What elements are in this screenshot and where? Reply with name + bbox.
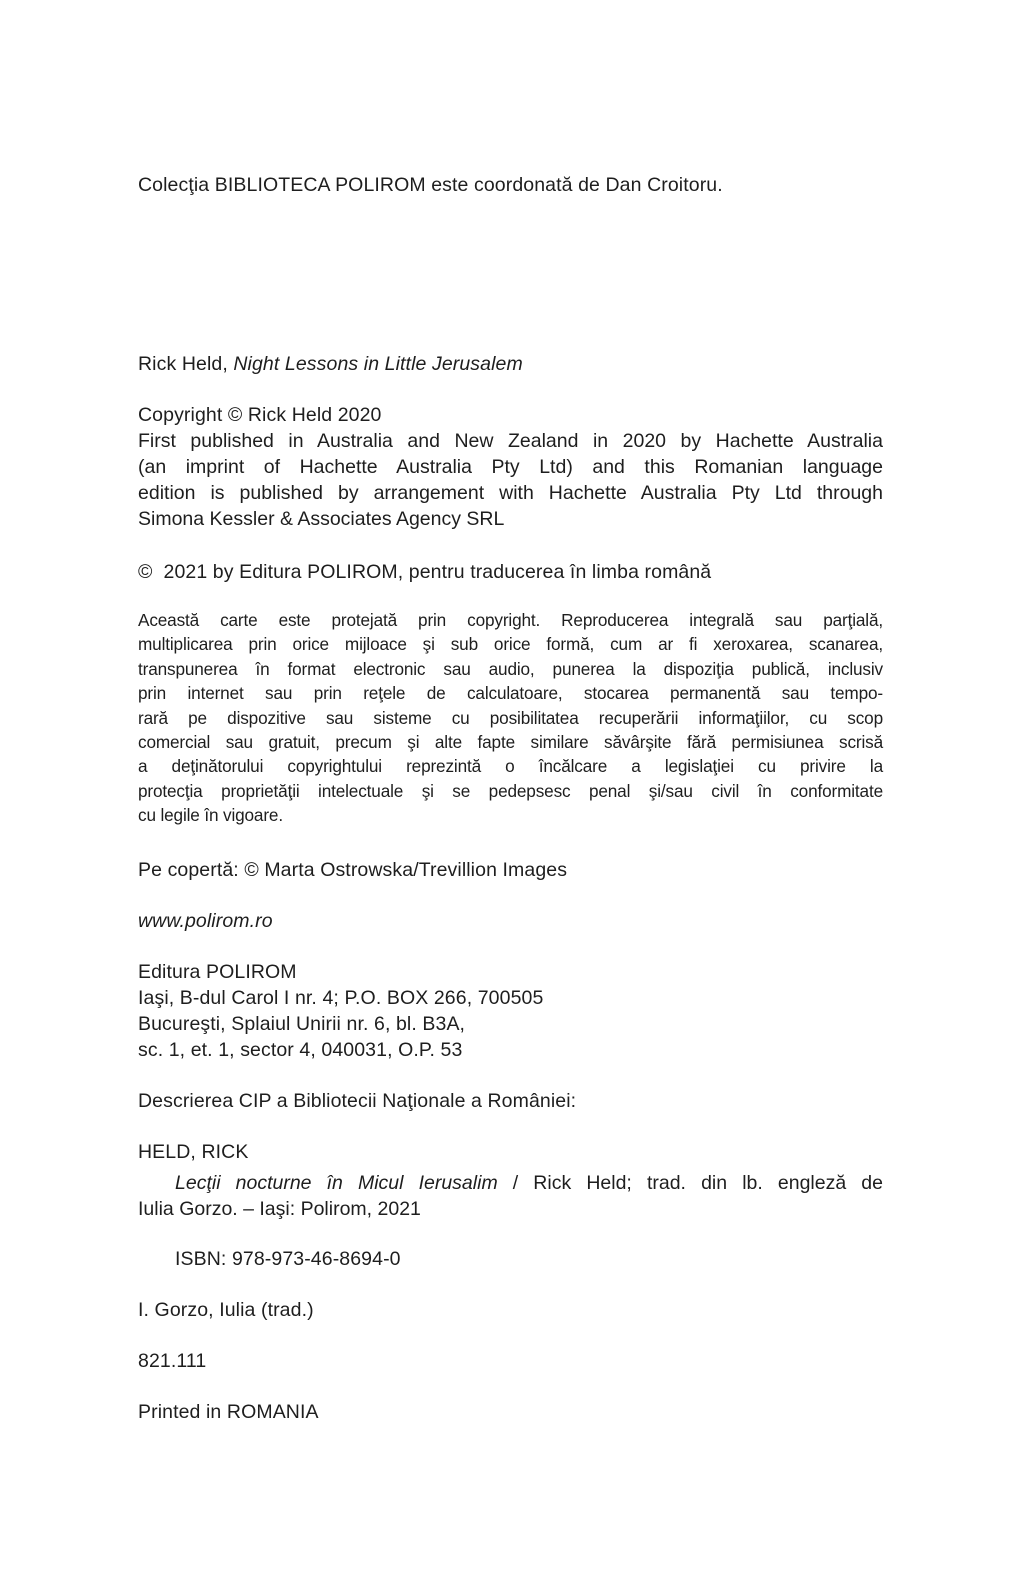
cip-author: HELD, RICK — [138, 1141, 249, 1163]
legal-notice-line: protecţia proprietăţii intelectuale şi se pedepsesc penal şi/sau civil în conformitate — [138, 780, 883, 801]
legal-notice-line: a deţinătorului copyrightului reprezintă o încălcare a legislaţiei cu privire la — [138, 756, 883, 777]
cip-title-rest: / Rick Held; trad. din lb. engleză de — [497, 1172, 883, 1194]
classification-code: 821.111 — [138, 1350, 207, 1372]
author-name: Rick Held, — [138, 353, 234, 375]
website-link[interactable] — [138, 908, 273, 934]
legal-notice-line: cu legile în vigoare. — [138, 805, 283, 826]
original-title-line — [138, 351, 523, 377]
legal-notice — [138, 608, 883, 828]
isbn: ISBN: 978-973-46-8694-0 — [175, 1248, 401, 1270]
cip-title-entry — [138, 1170, 883, 1222]
translation-copyright: © 2021 by Editura POLIROM, pentru traducerea în limba română — [138, 561, 712, 583]
cip-title-line — [138, 1170, 883, 1196]
copyright-line: Copyright © Rick Held 2020 — [138, 404, 382, 426]
printed-in: Printed in ROMANIA — [138, 1401, 319, 1423]
publication-history-line: First published in Australia and New Zealand in 2020 by Hachette Australia — [138, 430, 883, 452]
cip-title: Lecţii nocturne în Micul Ierusalim — [175, 1172, 498, 1194]
cip-title-line-2: Iulia Gorzo. – Iaşi: Polirom, 2021 — [138, 1198, 421, 1220]
publication-history-line: (an imprint of Hachette Australia Pty Ltd) and this Romanian language — [138, 456, 883, 478]
legal-notice-line: Această carte este protejată prin copyright. Reproducerea integrală sau parţială, — [138, 610, 883, 630]
legal-notice-line: prin internet sau prin reţele de calculatoare, stocarea permanentă sau tempo- — [138, 683, 883, 704]
legal-notice-line: comercial sau gratuit, precum şi alte fapte similare săvârşite fără permisiunea scrisă — [138, 732, 883, 753]
publication-history-line: Simona Kessler & Associates Agency SRL — [138, 508, 505, 530]
translator-entry: I. Gorzo, Iulia (trad.) — [138, 1299, 314, 1321]
cip-heading: Descrierea CIP a Bibliotecii Naţionale a României: — [138, 1090, 577, 1112]
legal-notice-line: transpunerea în format electronic sau audio, punerea la dispoziţia publică, inclusiv — [138, 658, 883, 679]
publication-history — [138, 428, 883, 532]
publication-history-line: edition is published by arrangement with Hachette Australia Pty Ltd through — [138, 482, 883, 504]
website-url[interactable]: www.polirom.ro — [138, 910, 273, 932]
publisher-name: Editura POLIROM — [138, 961, 297, 983]
cover-credit: Pe copertă: © Marta Ostrowska/Trevillion Images — [138, 859, 568, 881]
legal-notice-line: multiplicarea prin orice mijloace şi sub orice formă, cum ar fi xeroxarea, scanarea, — [138, 634, 883, 655]
original-title: Night Lessons in Little Jerusalem — [233, 353, 523, 375]
publisher-address-line: sc. 1, et. 1, sector 4, 040031, O.P. 53 — [138, 1039, 463, 1061]
publisher-address-line: Bucureşti, Splaiul Unirii nr. 6, bl. B3A, — [138, 1013, 466, 1035]
legal-notice-line: rară pe dispozitive sau sisteme cu posibilitatea recuperării informaţiilor, cu scop — [138, 707, 883, 728]
collection-note: Colecţia BIBLIOTECA POLIROM este coordonată de Dan Croitoru. — [138, 174, 723, 196]
publisher-address-line: Iaşi, B-dul Carol I nr. 4; P.O. BOX 266, 700505 — [138, 987, 544, 1009]
